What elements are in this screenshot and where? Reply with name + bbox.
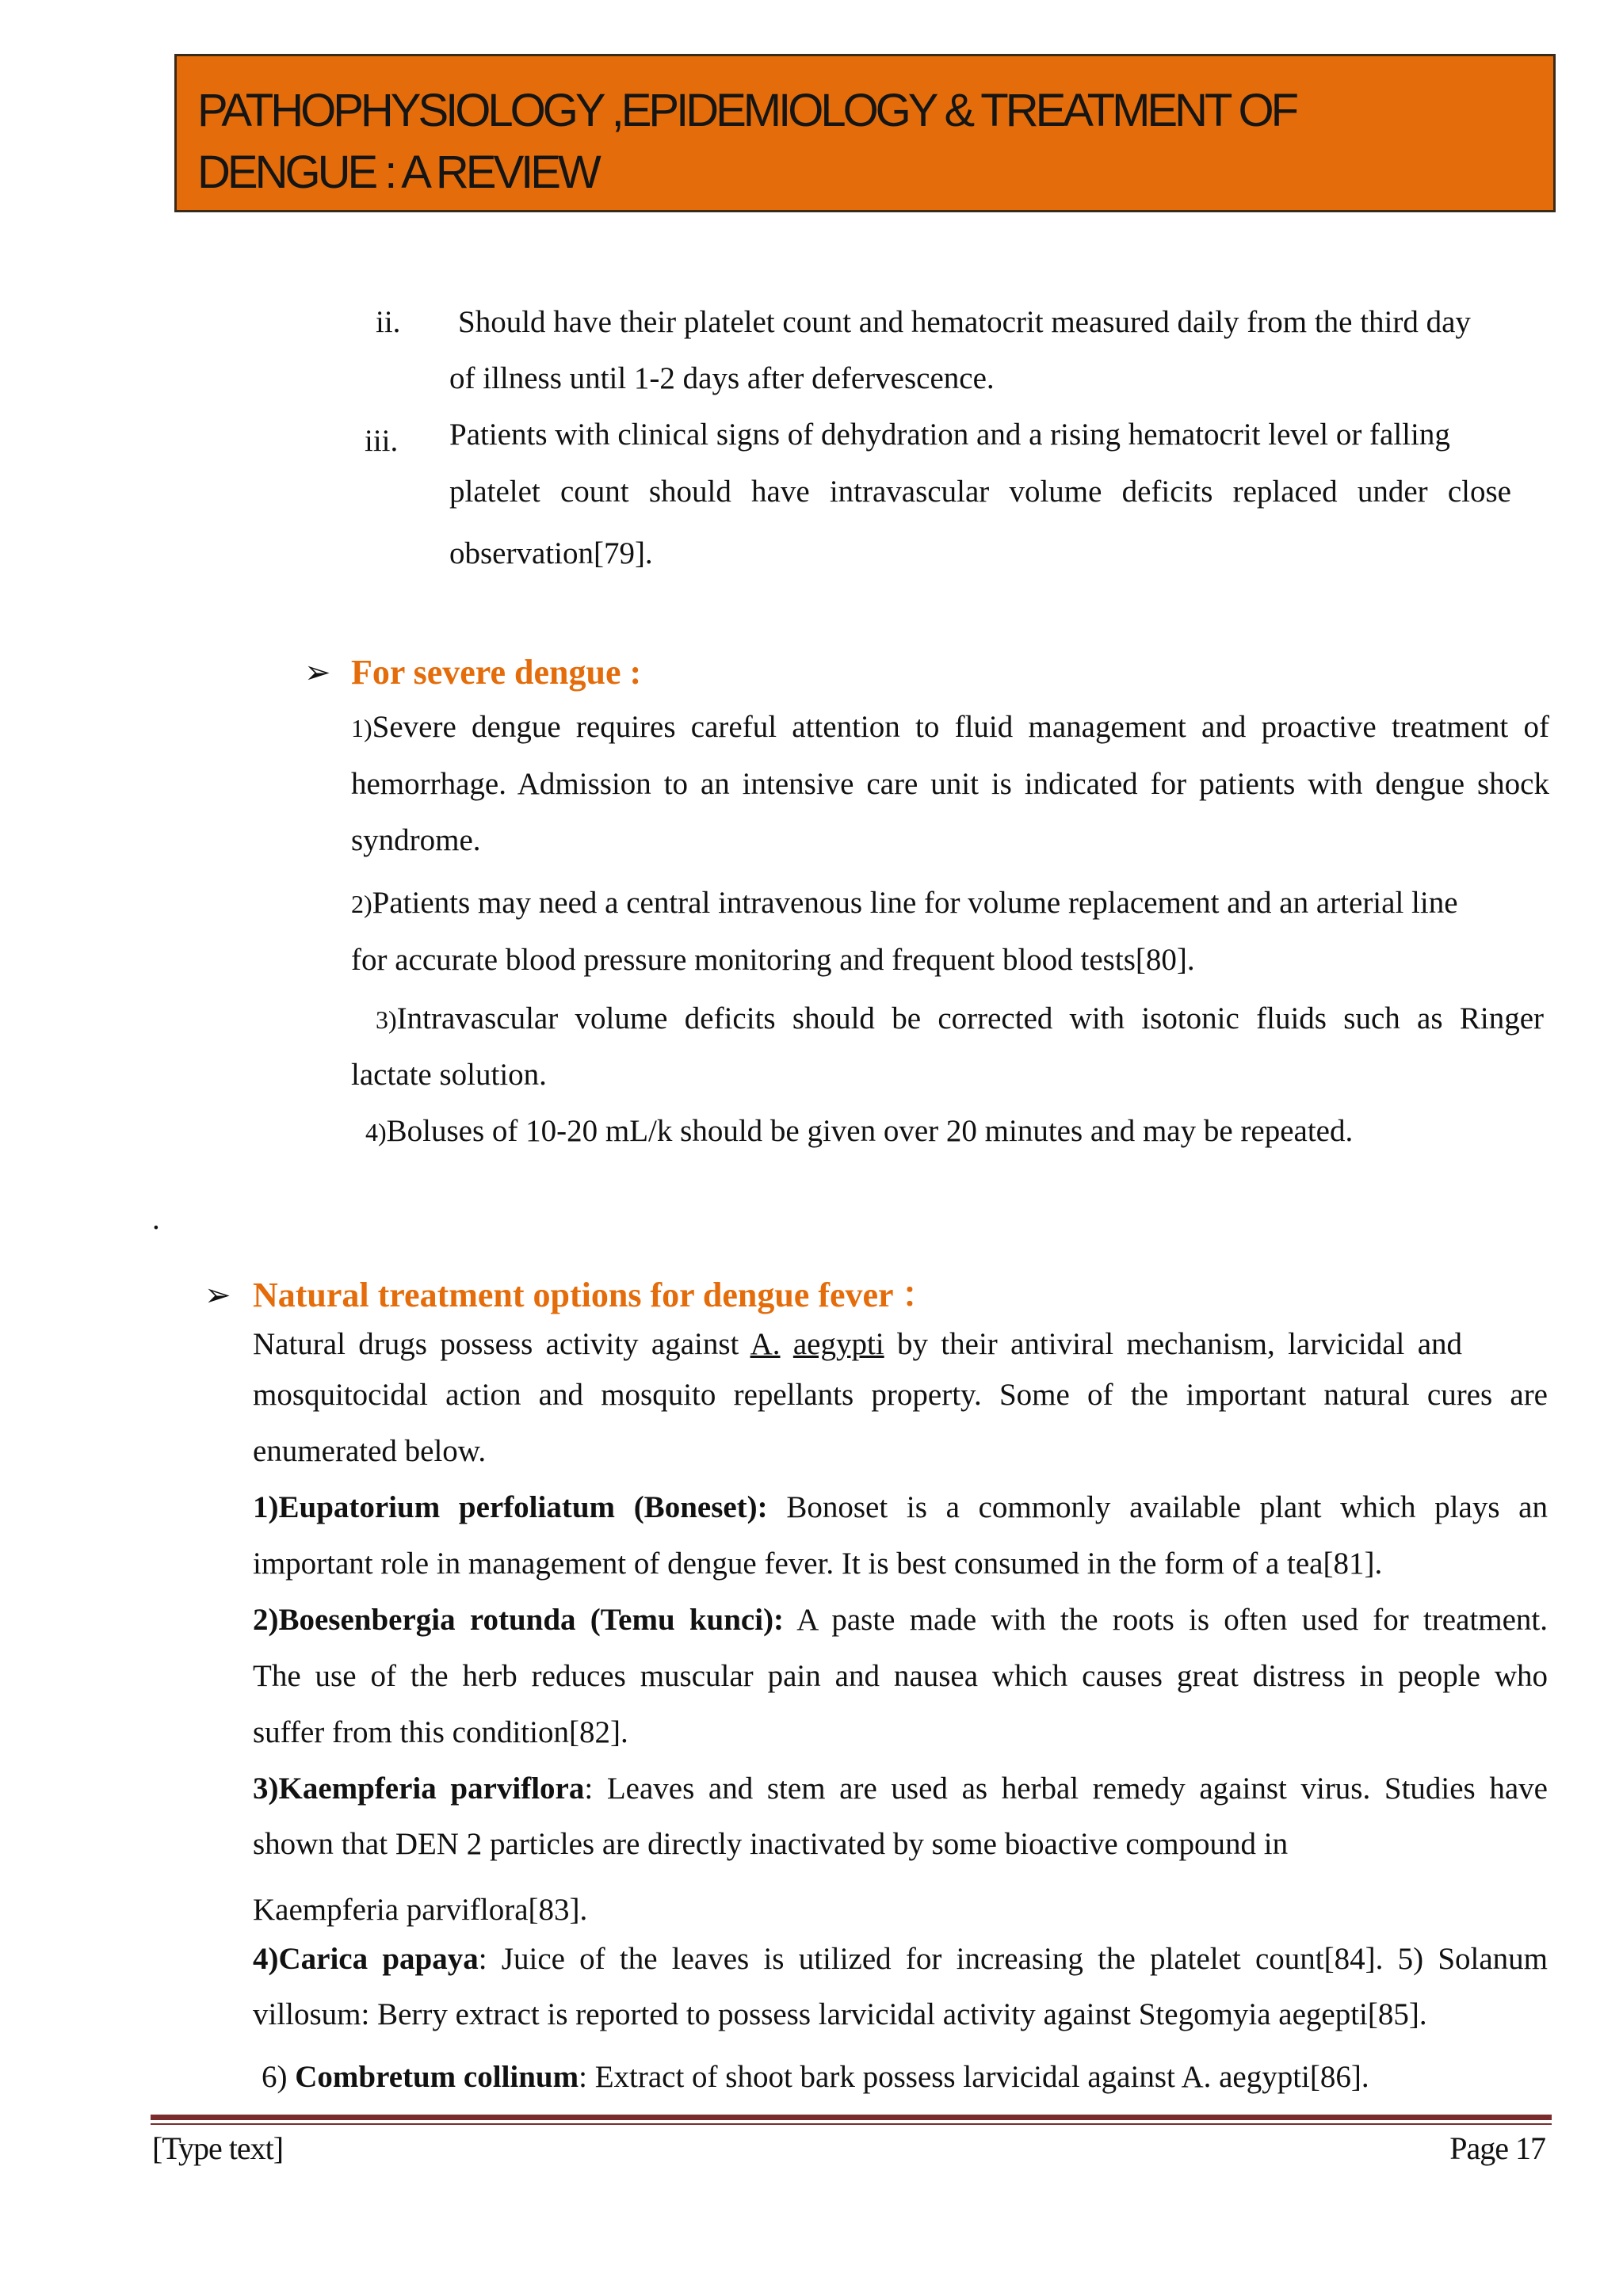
- severe-item-1-num: 1): [351, 714, 372, 742]
- natural-item-1-line-2: important role in management of dengue fever. It is best consumed in the form of a tea[81].: [253, 1547, 1383, 1581]
- severe-item-4-line-1: 4)Boluses of 10-20 mL/k should be given over 20 minutes and may be repeated.: [365, 1114, 1354, 1148]
- species-name: aegypti: [792, 1327, 884, 1361]
- footer-divider-thin: [151, 2123, 1552, 2125]
- item-6-num: 6): [262, 2060, 296, 2094]
- natural-item-4-line-2: villosum: Berry extract is reported to possess larvicidal activity against Stegomyia aegepti[85].: [253, 1997, 1427, 2031]
- title-line-2: DENGUE : A REVIEW: [197, 147, 598, 198]
- list-marker-iii: iii.: [365, 424, 399, 458]
- natural-item-4-line-1: 4)Carica papaya: Juice of the leaves is utilized for increasing the platelet count[84]. 5) Solanum: [253, 1942, 1548, 1976]
- section-heading-natural-treatment: Natural treatment options for dengue fever ：: [253, 1276, 937, 1314]
- natural-item-2-line-3: suffer from this condition[82].: [253, 1715, 628, 1749]
- arrow-bullet-icon: ➢: [204, 1277, 231, 1314]
- severe-item-4-num: 4): [365, 1118, 387, 1146]
- title-line-1: PATHOPHYSIOLOGY ,EPIDEMIOLOGY & TREATMENT OF: [197, 85, 1296, 136]
- footer-placeholder-text: [Type text]: [152, 2130, 284, 2166]
- severe-item-2-line-1: 2)Patients may need a central intravenous line for volume replacement and an arterial line: [351, 886, 1458, 920]
- stray-dot: .: [152, 1202, 160, 1236]
- item-4-plant-name: 4)Carica papaya: [253, 1942, 479, 1976]
- natural-item-3-line-1: 3)Kaempferia parviflora: Leaves and stem are used as herbal remedy against virus. Studies have: [253, 1772, 1548, 1806]
- list-item-iii-line-2: platelet count should have intravascular volume deficits replaced under close: [449, 475, 1511, 509]
- severe-item-3-line-2: lactate solution.: [351, 1058, 547, 1092]
- severe-item-3-num: 3): [376, 1005, 397, 1034]
- natural-intro-line-1: Natural drugs possess activity against A. aegypti by their antiviral mechanism, larvicidal and: [253, 1327, 1462, 1361]
- natural-item-1-line-1: 1)Eupatorium perfoliatum (Boneset): Bonoset is a commonly available plant which plays an: [253, 1490, 1548, 1524]
- item-2-plant-name: 2)Boesenbergia rotunda (Temu kunci):: [253, 1603, 785, 1637]
- item-6-plant-name: Combretum collinum: [295, 2060, 579, 2094]
- severe-item-1-line-1: 1)Severe dengue requires careful attention to fluid management and proactive treatment of: [351, 710, 1549, 744]
- severe-item-3-line-1: 3)Intravascular volume deficits should be corrected with isotonic fluids such as Ringer: [376, 1001, 1544, 1035]
- page-title: [197, 80, 1529, 204]
- genus-abbrev: A.: [750, 1327, 781, 1361]
- natural-item-3-line-2: shown that DEN 2 particles are directly inactivated by some bioactive compound in: [253, 1827, 1289, 1861]
- natural-item-6-line-1: 6) Combretum collinum: Extract of shoot bark possess larvicidal against A. aegypti[86].: [262, 2060, 1369, 2094]
- list-item-ii-line-1: Should have their platelet count and hematocrit measured daily from the third day: [458, 305, 1471, 339]
- severe-item-2-line-2: for accurate blood pressure monitoring and frequent blood tests[80].: [351, 943, 1195, 977]
- severe-item-1-line-3: syndrome.: [351, 823, 481, 857]
- natural-item-2-line-2: The use of the herb reduces muscular pain and nausea which causes great distress in people who: [253, 1659, 1548, 1693]
- severe-item-2-num: 2): [351, 890, 372, 918]
- severe-item-1-line-2: hemorrhage. Admission to an intensive care unit is indicated for patients with dengue shock: [351, 767, 1549, 801]
- footer-divider: [151, 2115, 1552, 2120]
- natural-intro-line-3: enumerated below.: [253, 1434, 487, 1468]
- title-banner: [174, 54, 1556, 212]
- item-3-plant-name: 3)Kaempferia parviflora: [253, 1772, 585, 1806]
- section-heading-severe-dengue: For severe dengue :: [351, 653, 642, 692]
- natural-item-2-line-1: 2)Boesenbergia rotunda (Temu kunci): A paste made with the roots is often used for treatment.: [253, 1603, 1548, 1637]
- natural-item-3-line-3: Kaempferia parviflora[83].: [253, 1893, 588, 1927]
- page-number: Page 17: [1449, 2130, 1545, 2166]
- list-item-iii-line-3: observation[79].: [449, 536, 653, 570]
- natural-intro-line-2: mosquitocidal action and mosquito repellants property. Some of the important natural cures are: [253, 1378, 1548, 1412]
- list-item-ii-line-2: of illness until 1-2 days after defervescence.: [449, 361, 995, 395]
- arrow-bullet-icon: ➢: [304, 654, 331, 691]
- list-item-iii-line-1: Patients with clinical signs of dehydration and a rising hematocrit level or falling: [449, 418, 1450, 452]
- list-marker-ii: ii.: [376, 305, 401, 339]
- item-1-plant-name: 1)Eupatorium perfoliatum (Boneset):: [253, 1490, 768, 1524]
